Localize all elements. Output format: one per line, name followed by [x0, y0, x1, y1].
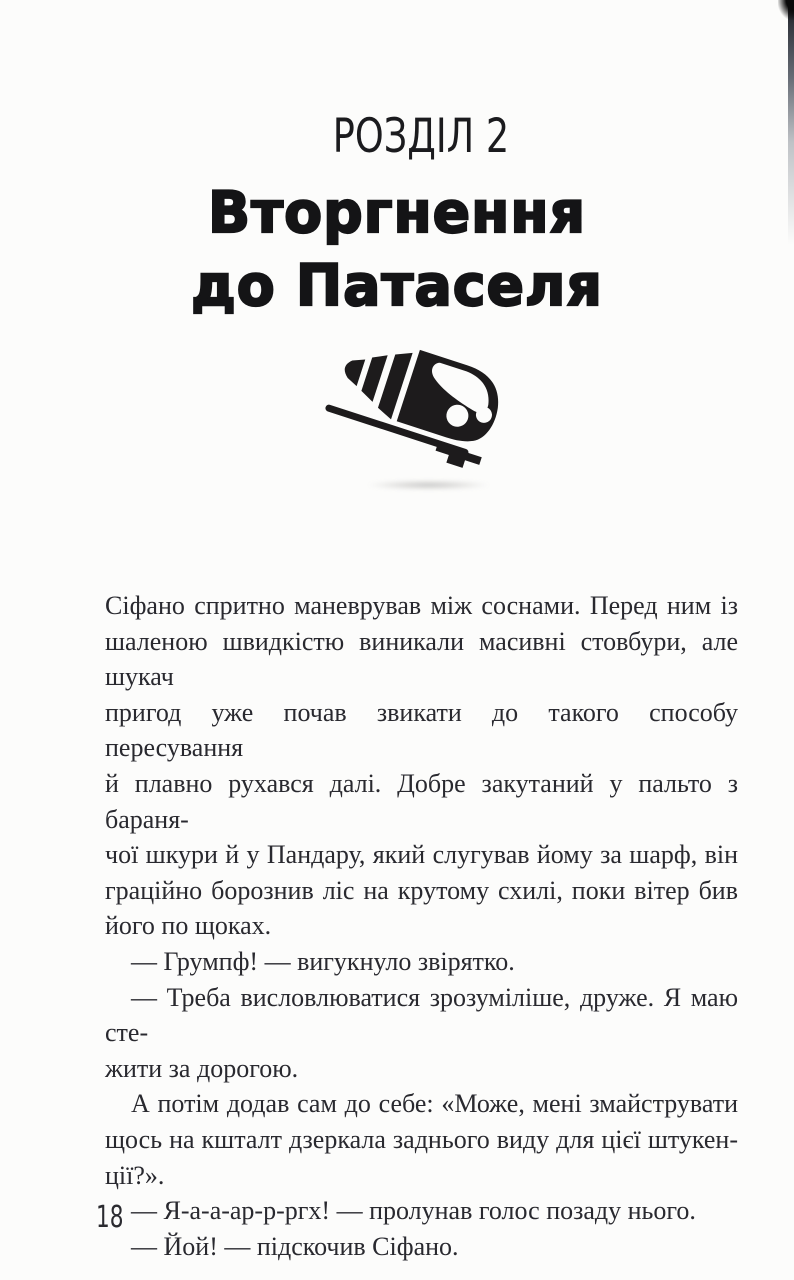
- body-line: пригод уже почав звикати до такого способу пересування: [105, 697, 738, 763]
- body-line: чої шкури й у Пандару, який слугував йому за шарф, він: [105, 840, 738, 870]
- body-line: щось на кшталт дзеркала заднього виду для цієї штукен-: [105, 1124, 738, 1154]
- chapter-title: [12, 177, 782, 323]
- page-edge-shadow: [788, 0, 794, 245]
- body-text: [105, 588, 738, 1264]
- body-line: й плавно рухався далі. Добре закутаний у пальто з бараня-: [105, 768, 738, 834]
- body-line: — Треба висловлюватися зрозуміліше, друже. Я маю сте-: [105, 982, 738, 1048]
- body-line: граційно борознив ліс на крутому схилі, поки вітер бив: [105, 875, 738, 905]
- page-number: 18: [96, 1200, 124, 1235]
- body-line: шаленою швидкістю виникали масивні стовбури, але шукач: [105, 626, 738, 692]
- chapter-title-line2: до Патаселя: [191, 253, 603, 319]
- chapter-label: РОЗДІЛ 2: [332, 109, 510, 164]
- chapter-title-line1: Вторгнення: [208, 180, 586, 246]
- body-line: — Грумпф! — вигукнуло звірятко.: [131, 946, 515, 976]
- body-line: Сіфано спритно маневрував між соснами. Перед ним із: [105, 591, 738, 620]
- body-line: ції?».: [105, 1160, 165, 1190]
- body-line: жити за дорогою.: [105, 1053, 299, 1083]
- body-line: — Йой! — підскочив Сіфано.: [131, 1231, 459, 1261]
- page-corner-shadow: [778, 0, 794, 20]
- body-line: — Я-а-а-ар-р-ргх! — пролунав голос позаду нього.: [131, 1196, 696, 1226]
- body-line: його по щоках.: [105, 911, 272, 941]
- body-line: А потім додав сам до себе: «Може, мені змайструвати: [131, 1089, 738, 1119]
- train-icon-shadow: [366, 480, 491, 490]
- train-icon: [325, 342, 515, 482]
